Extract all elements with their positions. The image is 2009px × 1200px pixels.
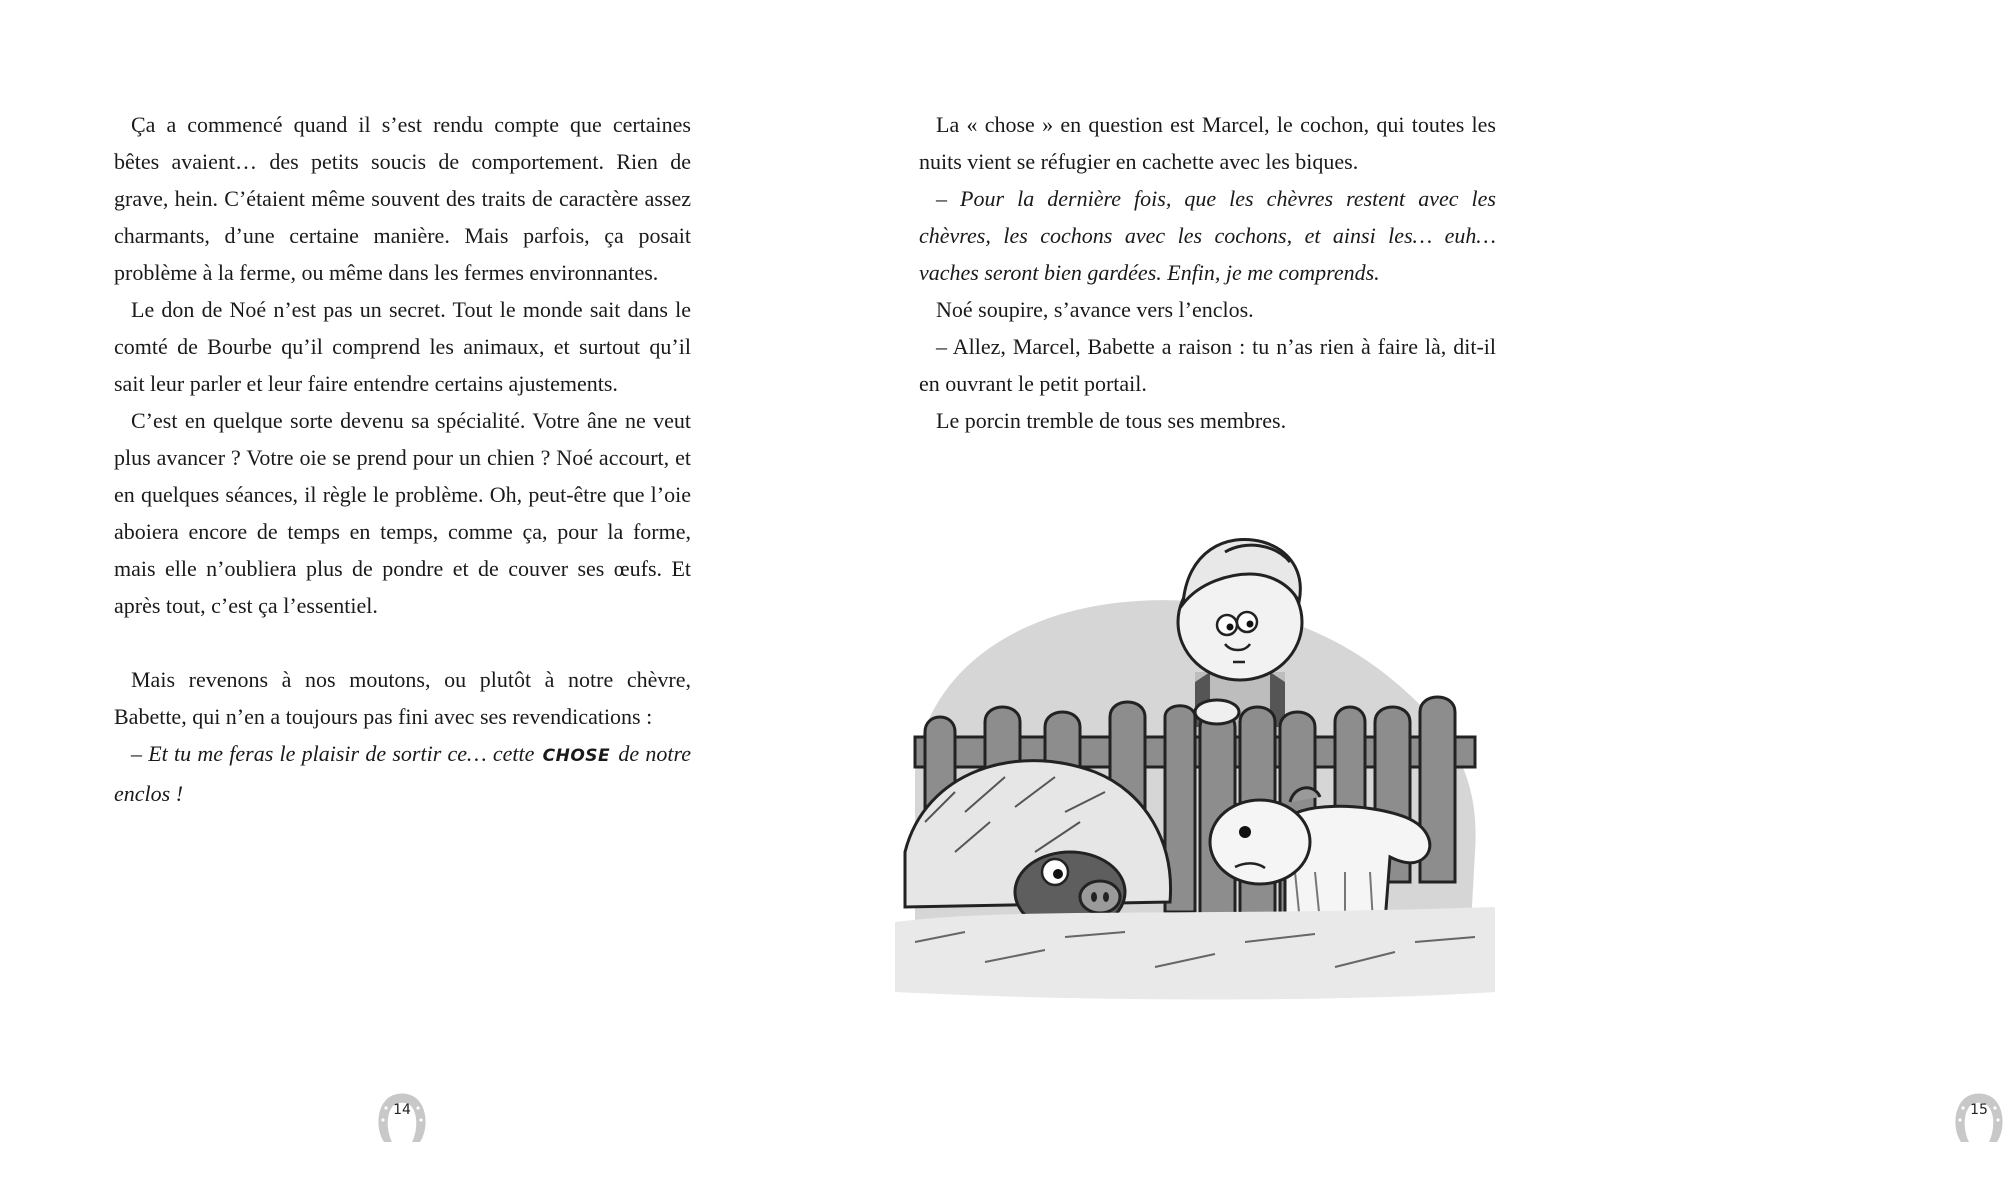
paragraph: Mais revenons à nos moutons, ou plutôt à notre chèvre, Babette, qui n’en a toujours pas fini avec ses revendications : xyxy=(114,667,691,729)
paragraph: Le don de Noé n’est pas un secret. Tout le monde sait dans le comté de Bourbe qu’il comprend les animaux, et surtout qu’il sait leur parler et leur faire entendre certains ajustements. xyxy=(114,297,691,396)
farm-illustration xyxy=(895,522,1495,1022)
paragraph: Noé soupire, s’avance vers l’enclos. xyxy=(936,297,1254,322)
dialogue-text: – Et tu me feras le plaisir de sortir ce… cette xyxy=(131,741,535,766)
right-page xyxy=(800,0,1988,1200)
page-number-badge xyxy=(372,1090,432,1150)
horseshoe-icon xyxy=(372,1090,432,1150)
page-number: 15 xyxy=(1970,1102,1988,1118)
paragraph: La « chose » en question est Marcel, le cochon, qui toutes les nuits vient se réfugier en cachette avec les biques. xyxy=(919,112,1496,174)
emphasis-word: CHOSE xyxy=(542,746,611,766)
left-page xyxy=(0,0,800,1200)
page-number-badge xyxy=(1949,1090,2009,1150)
page-number: 14 xyxy=(393,1102,411,1118)
horseshoe-icon xyxy=(1949,1090,2009,1150)
dialogue-line: – Allez, Marcel, Babette a raison : tu n’as rien à faire là, dit-il en ouvrant le petit portail. xyxy=(919,334,1496,396)
dialogue-line: – Pour la dernière fois, que les chèvres restent avec les chèvres, les cochons avec les cochons, et ainsi les… euh… vaches seront bien gardées. Enfin, je me comprends. xyxy=(919,186,1496,285)
left-page-text xyxy=(114,106,691,812)
paragraph: Ça a commencé quand il s’est rendu compte que certaines bêtes avaient… des petits soucis de comportement. Rien de grave, hein. C’étaient même souvent des traits de caractère assez charmants, d’une certaine manière. Mais parfois, ça posait problème à la ferme, ou même dans les fermes environnantes. xyxy=(114,112,691,285)
dialogue-text: de notre enclos ! xyxy=(114,741,692,806)
paragraph: Le porcin tremble de tous ses membres. xyxy=(936,408,1287,433)
dialogue-line xyxy=(114,735,691,812)
paragraph: C’est en quelque sorte devenu sa spécialité. Votre âne ne veut plus avancer ? Votre oie se prend pour un chien ? Noé accourt, et en quelques séances, il règle le problème. Oh, peut-être que l’oie aboiera encore de temps en temps, comme ça, pour la forme, mais elle n’oubliera plus de pondre et de couver ses œufs. Et après tout, c’est ça l’essentiel. xyxy=(114,408,691,618)
right-page-text xyxy=(919,106,1496,439)
